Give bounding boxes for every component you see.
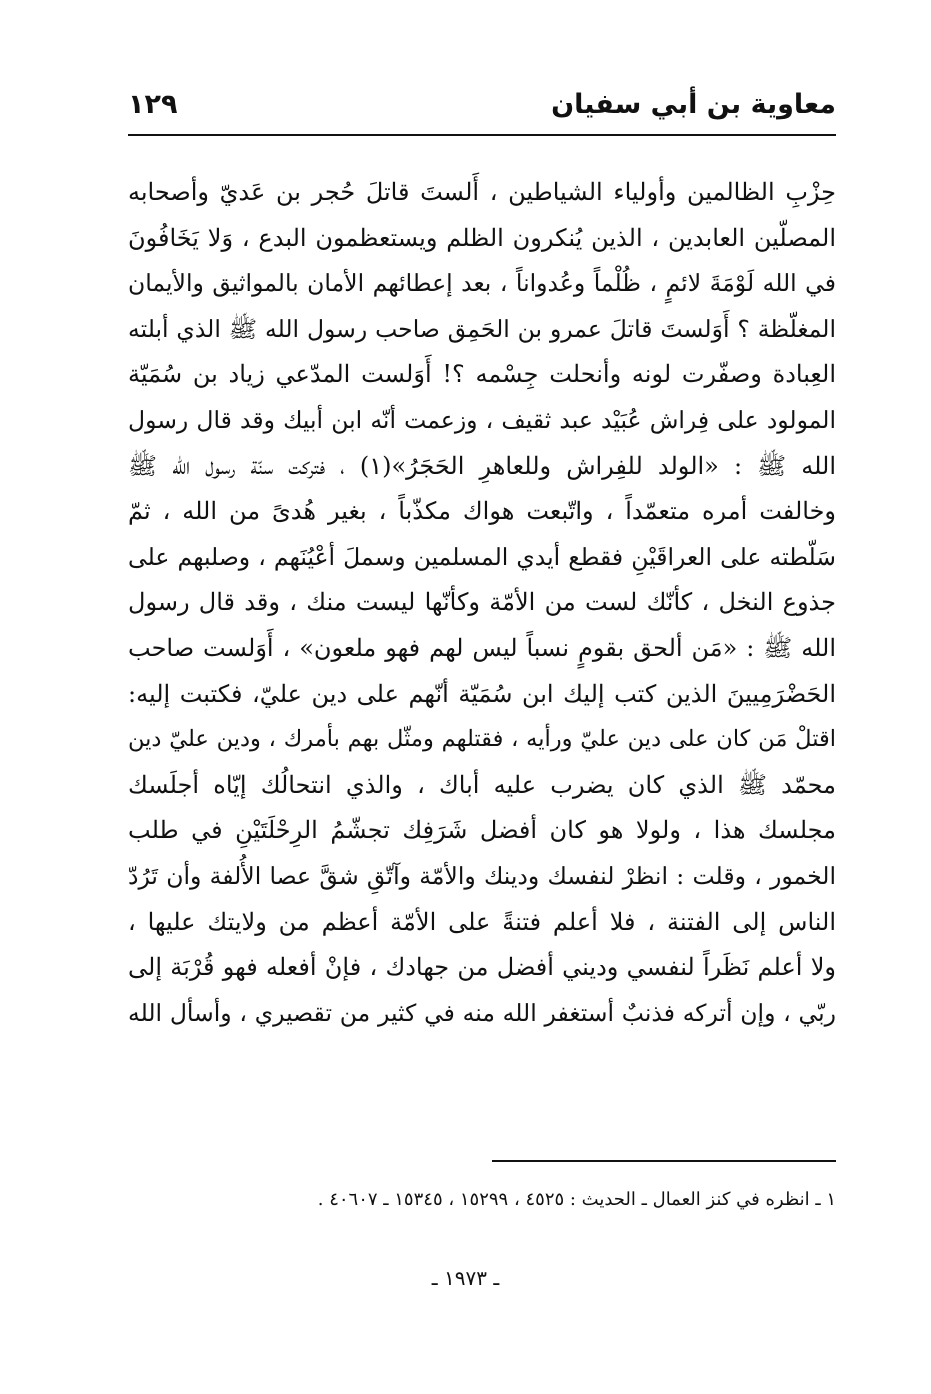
page-number: ١٢٩	[128, 89, 178, 120]
footnote-separator	[492, 1160, 836, 1162]
body-line: العِبادة وصفّرت لونه وأنحلت جِسْمه ؟! أَوَلست المدّعي زياد بن سُمَيّة	[128, 360, 836, 389]
body-line: اقتلْ مَن كان على دين عليّ ورأيه ، فقتلهم ومثّل بهم بأمرك ، ودين عليّ دين	[128, 726, 836, 753]
body-line: حِزْبِ الظالمين وأولياء الشياطين ، أَلستَ قاتلَ حُجر بن عَديّ وأصحابه	[128, 178, 836, 206]
body-line: في الله لَوْمَةَ لائمٍ ، ظُلْماً وعُدواناً ، بعد إعطائهم الأمان بالمواثيق والأيمان	[128, 269, 836, 298]
body-line: سَلّطته على العراقَيْنِ فقطع أيدي المسلمين وسملَ أعْيُنَهم ، وصلبهم على	[128, 542, 836, 571]
footnote: ١ ـ انظره في كنز العمال ـ الحديث : ٤٥٢٥ ، ١٥٢٩٩ ، ١٥٣٤٥ ـ ٤٠٦٠٧ .	[317, 1189, 836, 1210]
body-line: الناس إلى الفتنة ، فلا أعلم فتنةً على الأمّة أعظم من ولايتك عليها ،	[128, 907, 836, 936]
body-line: المولود على فِراش عُبَيْد عبد ثقيف ، وزعمت أنّه ابن أبيك وقد قال رسول	[128, 405, 836, 434]
folio-number: ـ ١٩٧٣ ـ	[431, 1266, 500, 1290]
body-line: مجلسك هذا ، ولولا هو كان أفضل شَرَفِك تجشّمُ الرِحْلَتَيْنِ في طلب	[128, 816, 836, 845]
header-rule	[128, 134, 836, 136]
body-line: ولا أعلم نَظَراً لنفسي وديني أفضل من جهادك ، فإنْ أفعله فهو قُرْبَة إلى	[128, 953, 836, 982]
body-line: الخمور ، وقلت : انظرْ لنفسك ودينك والأمّة وآتّقِ شقَّ عصا الأُلفة وأن تَرُدّ	[128, 861, 836, 890]
body-line: الله ﷺ : «الولد للفِراش وللعاهرِ الحَجَرُ»(١) ، فتركت سنّة رسول الله ﷺ	[128, 451, 836, 480]
running-header	[128, 84, 836, 128]
body-line: الله ﷺ : «مَن ألحق بقومٍ نسباً ليس لهم فهو ملعون» ، أَوَلست صاحب	[128, 633, 836, 662]
body-line: الحَضْرَمِيينَ الذين كتب إليك ابن سُمَيّة أنّهم على دين عليّ، فكتبت إليه:	[128, 679, 836, 708]
body-line: المصلّين العابدين ، الذين يُنكرون الظلم ويستعظمون البدع ، وَلا يَخَافُونَ	[128, 223, 836, 252]
body-line: محمّد ﷺ الذي كان يضرب عليه أباك ، والذي انتحالُك إيّاه أجلَسك	[128, 770, 836, 799]
body-line: ربّي ، وإن أتركه فذنبٌ أستغفر الله منه في كثير من تقصيري ، وأسأل الله	[128, 998, 836, 1027]
body-line: وخالفت أمره متعمّداً ، واتّبعت هواك مكذّباً ، بغير هُدىً من الله ، ثمّ	[128, 497, 836, 526]
body-text	[128, 170, 836, 1036]
body-line: المغلّظة ؟ أَوَلستَ قاتلَ عمرو بن الحَمِق صاحب رسول الله ﷺ الذي أبلته	[128, 314, 836, 343]
body-line: جذوع النخل ، كأنّك لست من الأمّة وكأنّها ليست منك ، وقد قال رسول	[128, 588, 836, 617]
running-header-title: معاوية بن أبي سفيان	[551, 89, 836, 120]
